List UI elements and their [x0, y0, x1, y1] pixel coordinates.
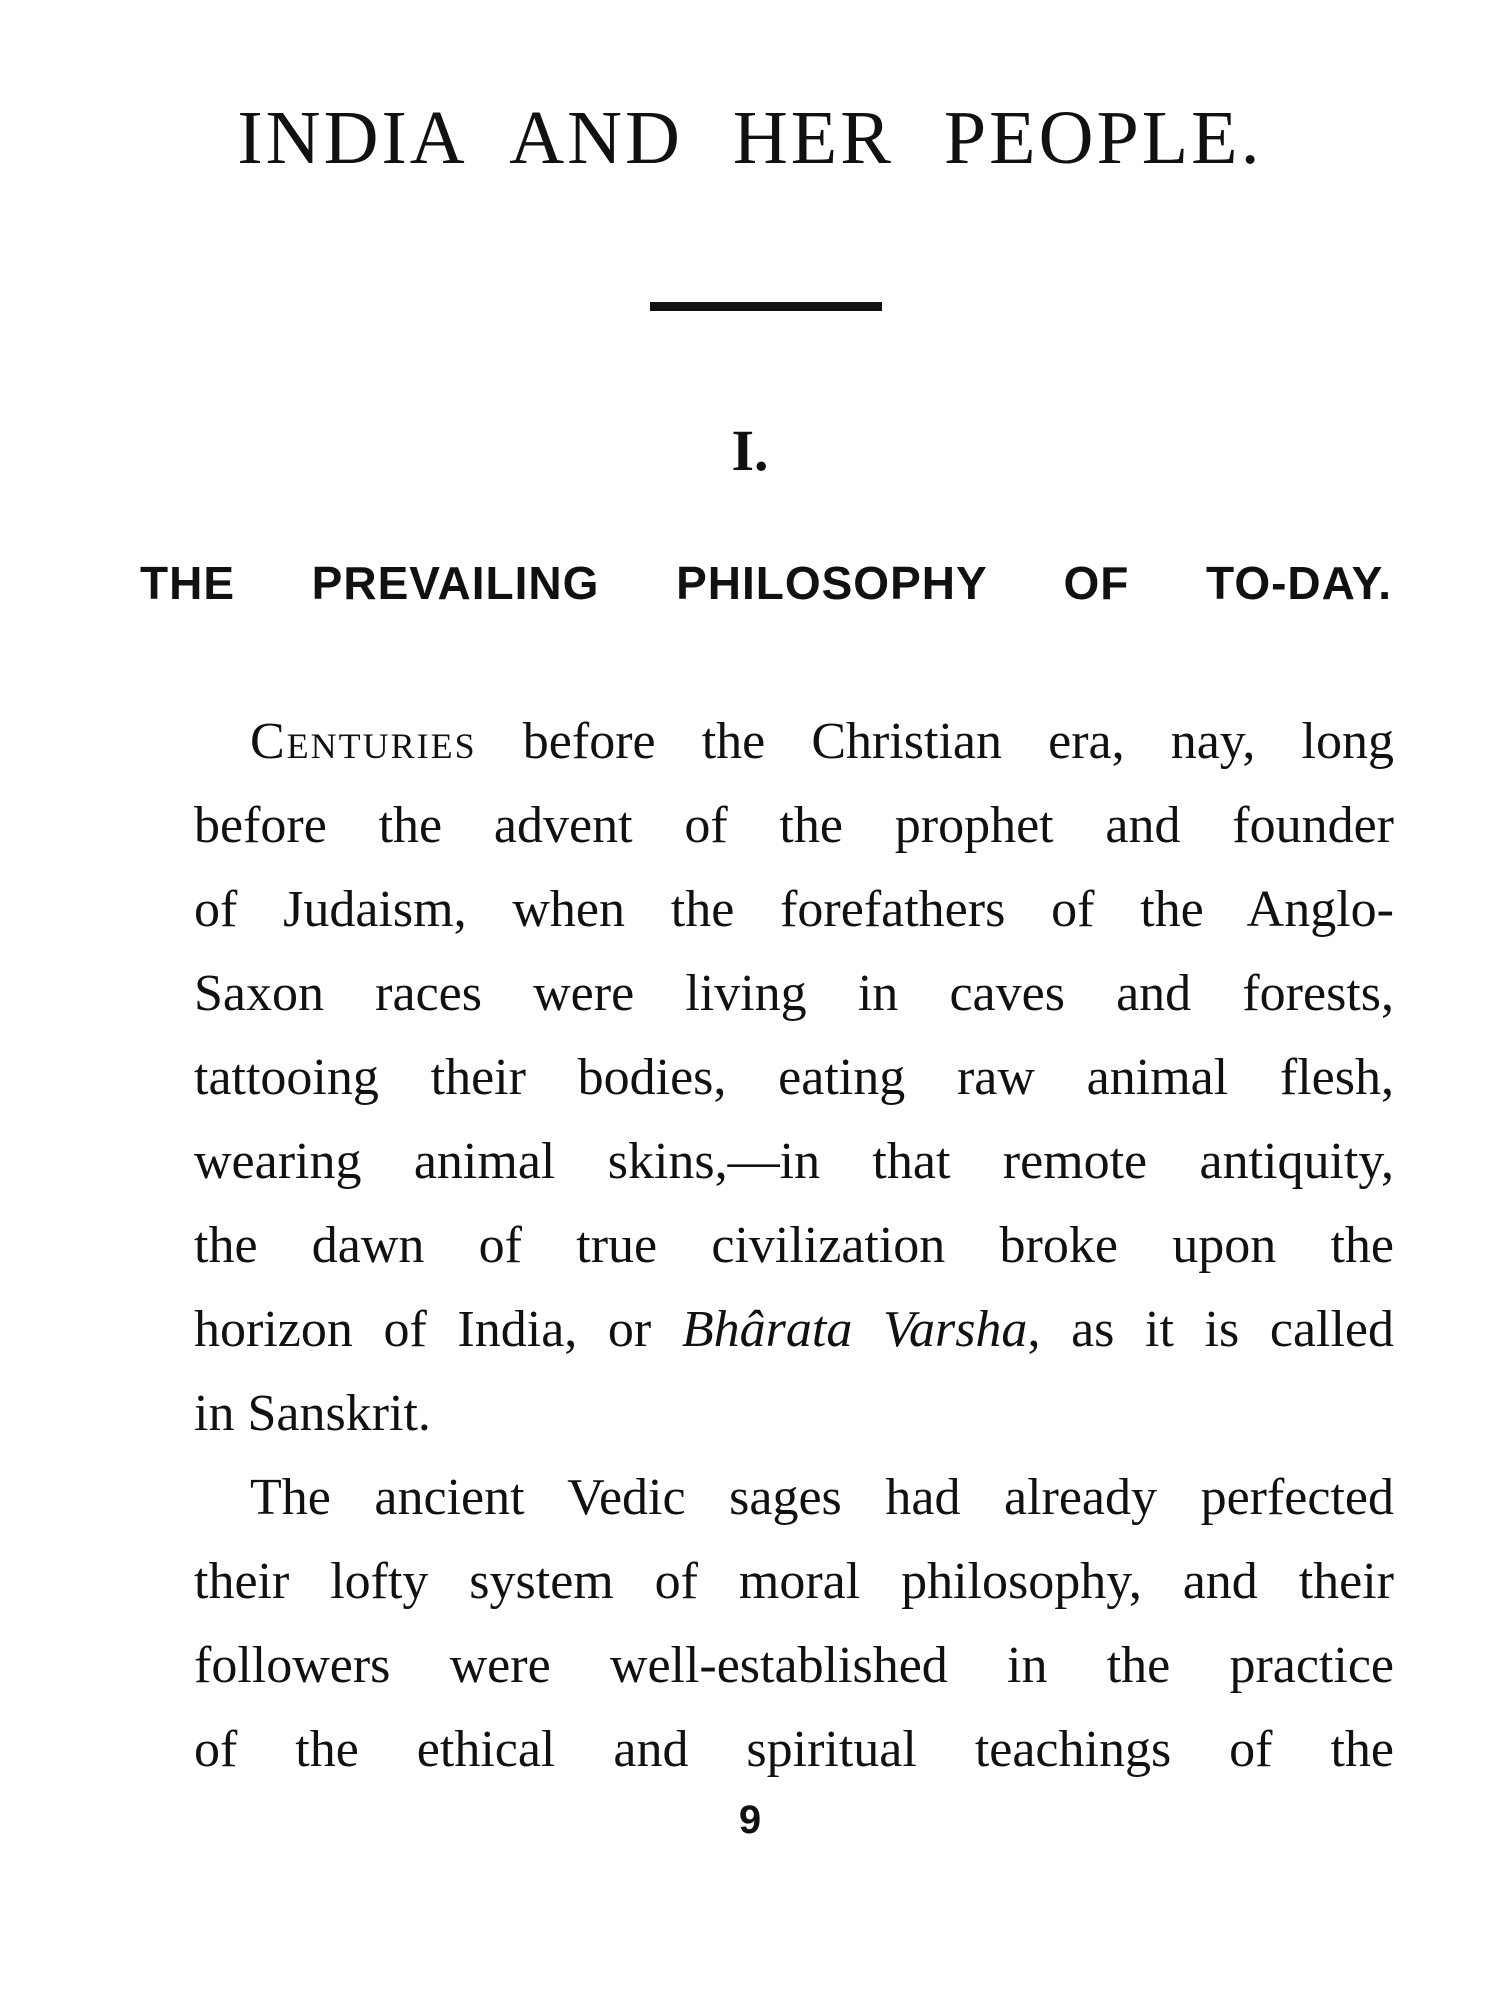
text-line: of the ethical and spiritual teachings of the	[194, 1721, 1394, 1778]
page-number: 9	[738, 1798, 762, 1842]
running-title: INDIA AND HER PEOPLE.	[237, 96, 1263, 180]
text-line: followers were well-established in the practice	[194, 1637, 1394, 1694]
line-text: before the Christian era, nay, long	[476, 713, 1394, 770]
line-text: horizon of India, or	[194, 1301, 682, 1358]
text-line: their lofty system of moral philosophy, and their	[194, 1553, 1394, 1610]
text-line: the dawn of true civilization broke upon the	[194, 1217, 1394, 1274]
text-line: The ancient Vedic sages had already perfected	[250, 1469, 1394, 1526]
text-line	[138, 1288, 1394, 1372]
body-text	[138, 700, 1394, 1792]
chapter-number: I.	[731, 418, 769, 483]
text-line: in Sanskrit.	[194, 1385, 431, 1442]
text-line: before the advent of the prophet and founder	[194, 797, 1394, 854]
line-text: , as it is called	[1027, 1301, 1394, 1358]
text-line: wearing animal skins,—in that remote antiquity,	[194, 1133, 1394, 1190]
italic-term: Bhârata Varsha	[681, 1301, 1028, 1358]
text-line: Saxon races were living in caves and forests,	[194, 965, 1394, 1022]
title-rule	[650, 302, 882, 311]
text-line	[138, 700, 1394, 784]
paragraph-1	[138, 700, 1394, 1456]
text-line: of Judaism, when the forefathers of the Anglo-	[194, 881, 1394, 938]
paragraph-2	[138, 1456, 1394, 1792]
chapter-title: THE PREVAILING PHILOSOPHY OF TO-DAY.	[140, 557, 1392, 609]
text-line: tattooing their bodies, eating raw animal flesh,	[194, 1049, 1394, 1106]
small-caps-word: Centuries	[250, 713, 477, 770]
